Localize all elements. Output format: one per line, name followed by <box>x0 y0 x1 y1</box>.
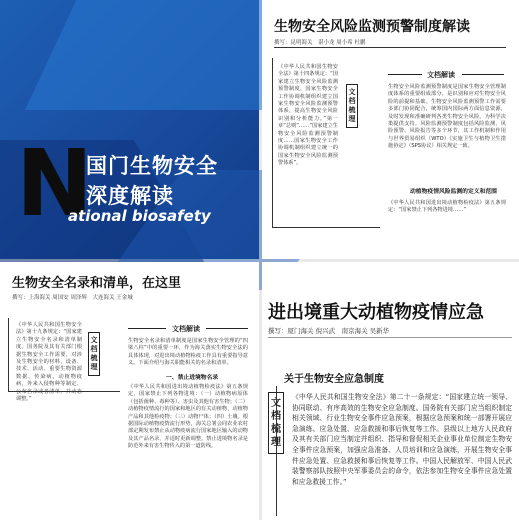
article-lists <box>0 262 259 520</box>
article-risk-monitoring <box>262 0 519 259</box>
cover-title-line1: 国门生物安全 <box>86 154 218 178</box>
title-rule <box>274 47 506 48</box>
article-byline: 撰写：上海海关 周国安 周泽辉 大连海关 王金城 <box>12 295 133 301</box>
cover-title-line2: 深度解读 <box>86 184 174 208</box>
section-heading: 一、禁止进境物名录 <box>166 375 219 381</box>
side-tag: 文档梳理 <box>268 392 284 454</box>
tag-line-right <box>206 328 248 329</box>
law-quote-text: 《中华人民共和国生物安全法》第十九条规定：“国家建立生物安全名录和清单制度。国务院及其有关部门根据生物安全工作需要，对涉及生物安全的材料、设备、技术、活动、重要生物资源数据、传染病、动植物疫病、外来入侵物种等制定、公布名录或者清单，并动态调整。” <box>16 322 82 403</box>
article-byline: 撰写：厦门海关 倪兴武 南京海关 吴新华 <box>268 327 390 335</box>
section-heading: 动植物疫情风险监测的定义和范围 <box>410 189 497 195</box>
article-title: 生物安全名录和清单，在这里 <box>12 276 182 291</box>
body-text: 《中华人民共和国生物安全法》第二十一条规定：“国家建立统一领导、协同联动、有序高效的生物安全应急制度。国务院有关部门应当组织制定相关领域、行业生物安全事件应急预案，根据应急预案和统一部署开展应急演练、应急处置、应急救援和事后恢复等工作。县级以上地方人民政府及其有关部门应当制定并组织、指导和督促相关企业事业单位制定生物安全事件应急预案，加强应急准备、人员培训和应急演练，开展生物安全事件应急处置、应急救援和事后恢复等工作。中国人民解放军、中国人民武装警察部队按照中央军事委员会的命令，依法参加生物安全事件应急处置和应急救援工作。” <box>292 393 512 486</box>
article-title: 生物安全风险监测预警制度解读 <box>274 19 470 35</box>
section-tag: 文档解读 <box>427 71 455 79</box>
law-quote-text: 《中华人民共和国生物安全法》第十四条规定：“国家建立生物安全风险监测预警制度。国家生物安全工作协调机制组织建立国家生物安全风险监测预警体系，提高生物安全风险识别和分析能力。”第一章“总则”……“国家建立生物安全风险监测预警制度……国家生物安全工作协调机制组织建立统一的国家生物安全风险监测预警体系”。 <box>278 64 338 167</box>
body-text: 生物安全风险监测预警制度是国家生物安全管理制度体系的重要组成部分，是识别和应对生物安全风险的前提和基础。生物安全风险监测预警工作需要多部门协同配合，统筹国内国际两方面信息资源，及时发现和准确研判各类生物安全风险，为科学决策提供支持。风险监测预警制度包括风险监测、风险预警、风险报告等多个环节，其工作机制和作用与世界贸易组织（WTO）《实施卫生与植物卫生措施协定》（SPS协议）相关规定一致。 <box>388 84 506 150</box>
side-tag: 文档梳理 <box>346 84 358 128</box>
article-title: 进出境重大动植物疫情应急 <box>268 302 484 323</box>
section-heading: 关于生物安全应急制度 <box>284 374 384 385</box>
tag-line-left <box>128 328 166 329</box>
section-tag: 文档解读 <box>172 325 200 333</box>
article-emergency <box>262 262 519 520</box>
title-rule <box>268 337 512 338</box>
side-tag: 文档梳理 <box>88 332 100 376</box>
cover-panel <box>0 0 259 259</box>
body-text-2: 《中华人民共和国进出境动植物检疫法》第五条规定：“国家禁止下列各物进境……” <box>388 200 506 214</box>
cover-english-subtitle: ational biosafety <box>68 207 211 225</box>
tag-line-right <box>462 74 504 75</box>
body-text: 《中华人民共和国进出境动植物检疫法》第五条规定，国家禁止下列各物进境：（一）动植物病原体（包括菌种、毒种等）、害虫及其他有害生物；（二）动植物疫情流行的国家和地区的有关动植物、动植物产品和其他检疫物；（三）动物尸体；（四）土壤。根据国际动植物疫情流行形势，海关总署会同农业农村部定期发布禁止从动物疫病流行国家地区输入的动物及其产品名录，并适时更新调整。禁止进境物名录是防范外来有害生物传入的第一道防线。 <box>128 384 248 450</box>
intro-text: 生物安全名录和清单制度是国家生物安全管理的“四梁八柱”中的重要一环，作为海关落实生物安全法的具体体现，对进出境动植物检疫工作具有重要指导意义。下面介绍与海关职能相关的名录和清单。 <box>128 338 248 367</box>
cover-big-letter: N <box>16 130 89 237</box>
tag-line-left <box>388 74 422 75</box>
article-byline: 撰写：昆明海关 谌小龙 周小希 杜鹏 <box>274 40 366 46</box>
